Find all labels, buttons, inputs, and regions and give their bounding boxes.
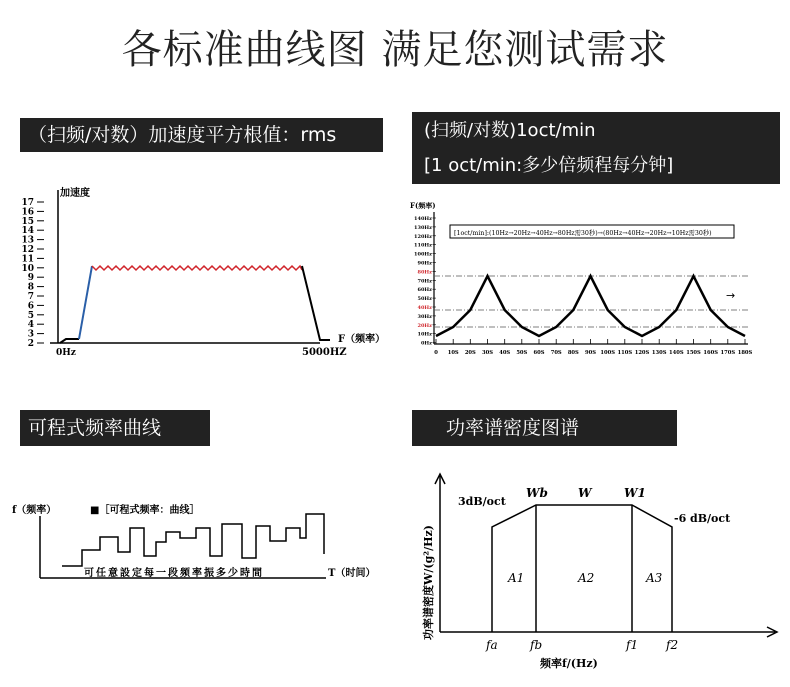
sweep-ytick-label: 60Hz [417,287,432,294]
rms-ytick-label: 13 [21,235,34,246]
rms-zigzag [92,266,302,270]
rms-header: （扫频/对数）加速度平方根值：rms [20,118,383,152]
psd-area-a3: A3 [646,571,663,585]
sweep-xtick-label: 70S [550,350,562,356]
sweep-ytick-label: 0Hz [420,340,432,347]
rms-ylabel: 加速度 [60,188,90,199]
rms-ytick-label: 4 [27,320,34,331]
program-legend: ■［可程式频率：曲线］ [90,505,200,516]
sweep-xtick-label: 170S [720,350,736,356]
rms-ytick-label: 8 [27,282,34,293]
sweep-ytick-label: 120Hz [413,233,432,240]
program-chart [0,498,380,593]
rms-ytick-label: 7 [27,292,34,302]
sweep-xtick-label: 120S [634,350,650,356]
rms-ytick-label: 11 [21,254,34,265]
sweep-ytick-label: 100Hz [413,251,432,258]
sweep-chart [410,198,755,360]
rms-rise-line [79,266,92,339]
psd-chart [410,472,785,677]
sweep-ytick-label: 140Hz [413,216,432,222]
sweep-xtick-label: 60S [533,350,545,356]
sweep-ytick-label: 130Hz [413,224,432,231]
psd-label-f2: f2 [666,638,679,652]
program-ylabel: f（频率） [12,505,57,516]
psd-area-a1: A1 [508,571,525,585]
program-xlabel: T（时间） [328,568,376,579]
sweep-xtick-label: 160S [703,350,718,356]
rms-x-end: 5000HZ [302,347,347,358]
rms-chart [20,180,385,360]
psd-label-fa: fa [486,638,498,652]
rms-ytick-label: 3 [27,329,34,340]
sweep-xtick-label: 100S [600,350,615,356]
sweep-ytick-label: 10Hz [417,331,432,338]
psd-label-f1: f1 [626,638,639,652]
sweep-ytick-label: 50Hz [417,296,432,303]
sweep-arrow: → [726,289,736,302]
program-curve [62,514,324,566]
rms-ytick-label: 16 [21,207,34,218]
psd-left-slope: 3dB/oct [458,495,506,508]
sweep-xtick-label: 40S [499,350,511,356]
psd-header: 功率谱密度图谱 [412,410,677,446]
sweep-xtick-label: 30S [482,350,493,356]
sweep-xtick-label: 110S [617,350,633,356]
psd-ylabel: 功率谱密度W/(g²/Hz) [422,525,435,640]
psd-label-wb: Wb [526,486,548,500]
sweep-ytick-label: 80Hz [417,269,432,276]
psd-label-fb: fb [530,638,543,652]
rms-ytick-label: 12 [21,245,34,255]
rms-ytick-label: 9 [27,273,34,284]
rms-x-start: 0Hz [56,348,76,358]
sweep-ytick-label: 40Hz [417,305,432,311]
sweep-xtick-label: 180S [737,350,753,356]
page-title: 各标准曲线图 满足您测试需求 [121,27,669,73]
sweep-header-line1: (扫频/对数)1oct/min [424,120,596,141]
rms-ytick-label: 15 [21,216,34,227]
sweep-xtick-label: 10S [447,350,459,356]
program-caption: 可任意設定每一段频率振多少時間 [84,568,264,579]
rms-ytick-label: 2 [27,339,34,349]
sweep-note: [1oct/min]:(10Hz→20Hz→40Hz→80Hz需30秒)→(80Hz→40Hz→20Hz→10Hz需30秒) [454,230,712,237]
sweep-xtick-label: 90S [585,350,596,356]
sweep-xtick-label: 20S [464,350,476,356]
sweep-xtick-label: 80S [567,350,579,356]
sweep-xtick-label: 130S [651,350,667,356]
rms-ytick-label: 6 [27,301,34,312]
rms-ytick-label: 10 [21,263,34,274]
psd-right-slope: -6 dB/oct [674,512,731,525]
sweep-ytick-label: 90Hz [417,260,432,267]
rms-ytick-label: 17 [21,198,34,208]
sweep-xtick-label: 0 [434,350,438,356]
sweep-ylabel: F(频率) [410,201,436,210]
sweep-xtick-label: 50S [516,350,528,356]
sweep-ytick-label: 110Hz [413,242,432,249]
sweep-ytick-label: 20Hz [417,322,432,329]
sweep-header [412,112,780,184]
psd-label-w: W [578,486,592,500]
psd-area-a2: A2 [578,571,595,585]
sweep-ytick-label: 30Hz [417,313,432,320]
sweep-xtick-label: 140S [669,350,684,356]
psd-label-w1: W1 [624,486,646,500]
rms-yticks [21,198,44,349]
rms-ytick-label: 5 [27,310,34,321]
sweep-ytick-label: 70Hz [417,278,432,285]
psd-profile [492,505,672,632]
rms-ytick-label: 14 [21,226,34,237]
sweep-header-line2: [1 oct/min:多少倍频程每分钟] [424,155,674,176]
rms-xlabel: F（频率） [338,334,385,345]
psd-xlabel: 频率f/(Hz) [540,657,598,670]
program-header: 可程式频率曲线 [20,410,210,446]
rms-fall-line [302,266,330,340]
sweep-xtick-label: 150S [686,350,701,356]
